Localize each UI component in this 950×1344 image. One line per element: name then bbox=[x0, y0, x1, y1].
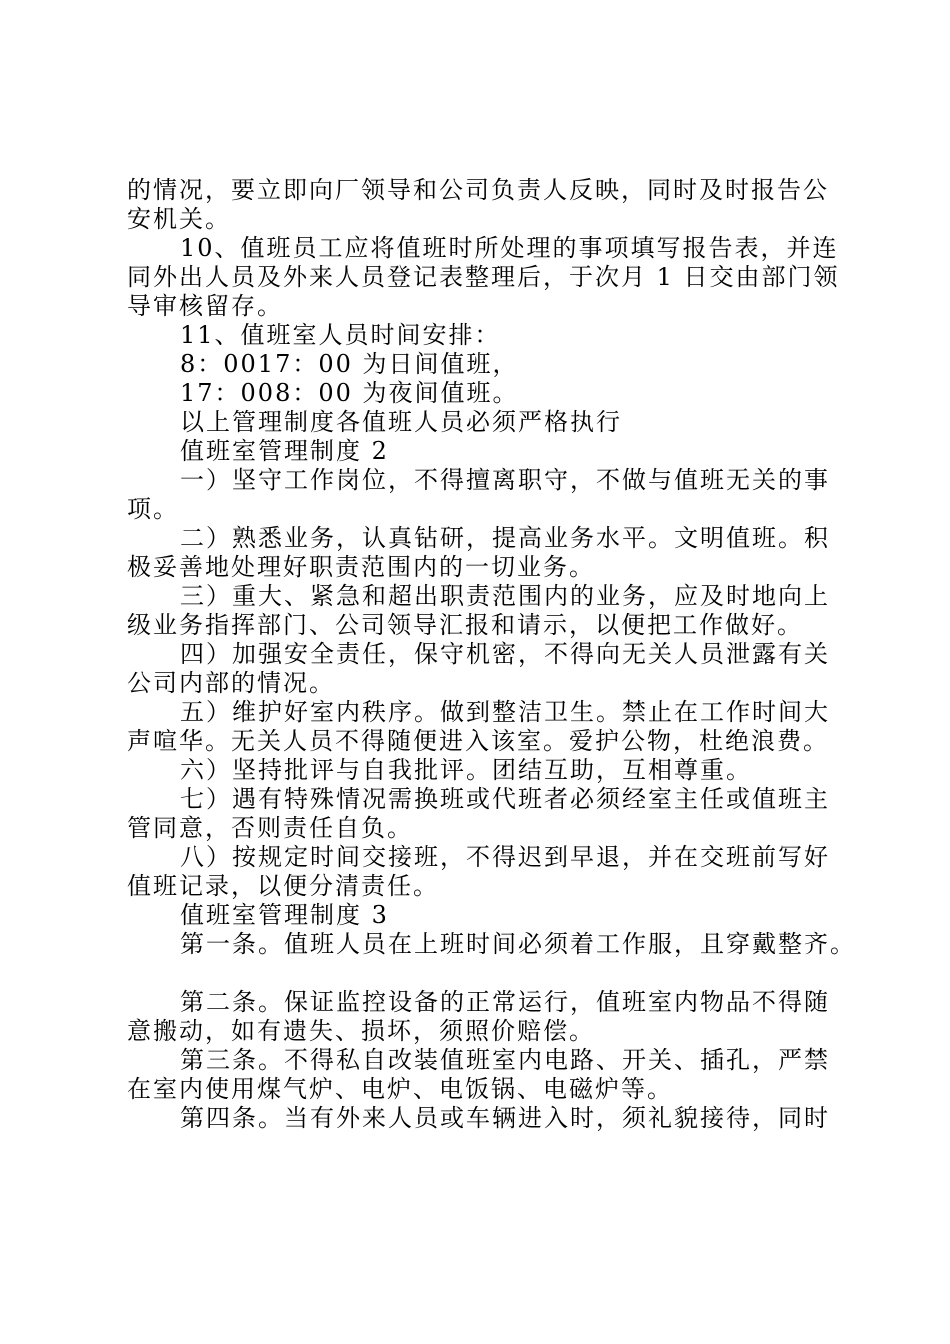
paragraph-closing bbox=[127, 408, 835, 437]
paragraph-rule-5 bbox=[127, 698, 835, 756]
document-body bbox=[127, 176, 856, 1133]
text-line: 11、值班室人员时间安排： bbox=[180, 321, 501, 349]
text-line: 二）熟悉业务，认真钻研，提高业务水平。文明值班。积 bbox=[180, 524, 830, 552]
paragraph-rule-8 bbox=[127, 843, 835, 901]
blank-line bbox=[127, 959, 835, 988]
text-line: 安机关。 bbox=[127, 205, 231, 233]
text-line: 17：008：00 为夜间值班。 bbox=[180, 379, 519, 407]
text-line: 级业务指挥部门、公司领导汇报和请示，以便把工作做好。 bbox=[127, 611, 803, 639]
text-line: 管同意，否则责任自负。 bbox=[127, 814, 413, 842]
paragraph-rule-6 bbox=[127, 756, 835, 785]
text-line: 8：0017：00 为日间值班， bbox=[180, 350, 519, 378]
paragraph-rule-7 bbox=[127, 785, 835, 843]
paragraph-night-shift bbox=[127, 379, 835, 408]
paragraph-article-3 bbox=[127, 1046, 835, 1104]
text-line: 公司内部的情况。 bbox=[127, 669, 335, 697]
text-line: 第二条。保证监控设备的正常运行，值班室内物品不得随 bbox=[180, 988, 830, 1016]
text-line: 10、值班员工应将值班时所处理的事项填写报告表，并连 bbox=[180, 234, 839, 262]
text-line: 七）遇有特殊情况需换班或代班者必须经室主任或值班主 bbox=[180, 785, 830, 813]
paragraph-rule-1 bbox=[127, 466, 835, 524]
text-line: 三）重大、紧急和超出职责范围内的业务，应及时地向上 bbox=[180, 582, 830, 610]
paragraph-rule-2 bbox=[127, 524, 835, 582]
text-line: 的情况，要立即向厂领导和公司负责人反映，同时及时报告公 bbox=[127, 176, 829, 204]
text-line: 声喧华。无关人员不得随便进入该室。爱护公物，杜绝浪费。 bbox=[127, 727, 829, 755]
text-line: 同外出人员及外来人员登记表整理后，于次月 1 日交由部门领 bbox=[127, 263, 840, 291]
text-line: 第三条。不得私自改装值班室内电路、开关、插孔，严禁 bbox=[180, 1046, 830, 1074]
paragraph-continued bbox=[127, 176, 835, 234]
text-line: 第一条。值班人员在上班时间必须着工作服，且穿戴整齐。 bbox=[180, 930, 856, 958]
text-line: 一）坚守工作岗位，不得擅离职守，不做与值班无关的事 bbox=[180, 466, 830, 494]
paragraph-article-4 bbox=[127, 1104, 835, 1133]
text-line: 值班室管理制度 3 bbox=[180, 901, 389, 929]
paragraph-day-shift bbox=[127, 350, 835, 379]
paragraph-item-11 bbox=[127, 321, 835, 350]
text-line: 意搬动，如有遗失、损坏，须照价赔偿。 bbox=[127, 1017, 595, 1045]
text-line: 八）按规定时间交接班，不得迟到早退，并在交班前写好 bbox=[180, 843, 830, 871]
text-line: 五）维护好室内秩序。做到整洁卫生。禁止在工作时间大 bbox=[180, 698, 830, 726]
paragraph-article-1 bbox=[127, 930, 856, 959]
text-line: 第四条。当有外来人员或车辆进入时，须礼貌接待，同时 bbox=[180, 1104, 830, 1132]
text-line: 六）坚持批评与自我批评。团结互助，互相尊重。 bbox=[180, 756, 752, 784]
text-line: 以上管理制度各值班人员必须严格执行 bbox=[180, 408, 622, 436]
section-heading-2 bbox=[127, 437, 835, 466]
paragraph-rule-4 bbox=[127, 640, 835, 698]
text-line: 值班室管理制度 2 bbox=[180, 437, 389, 465]
section-heading-3 bbox=[127, 901, 835, 930]
paragraph-rule-3 bbox=[127, 582, 835, 640]
text-line: 四）加强安全责任，保守机密，不得向无关人员泄露有关 bbox=[180, 640, 830, 668]
text-line: 项。 bbox=[127, 495, 179, 523]
text-line: 在室内使用煤气炉、电炉、电饭锅、电磁炉等。 bbox=[127, 1075, 673, 1103]
text-line: 导审核留存。 bbox=[127, 292, 283, 320]
text-line: 极妥善地处理好职责范围内的一切业务。 bbox=[127, 553, 595, 581]
text-line: 值班记录，以便分清责任。 bbox=[127, 872, 439, 900]
paragraph-article-2 bbox=[127, 988, 835, 1046]
paragraph-item-10 bbox=[127, 234, 840, 321]
